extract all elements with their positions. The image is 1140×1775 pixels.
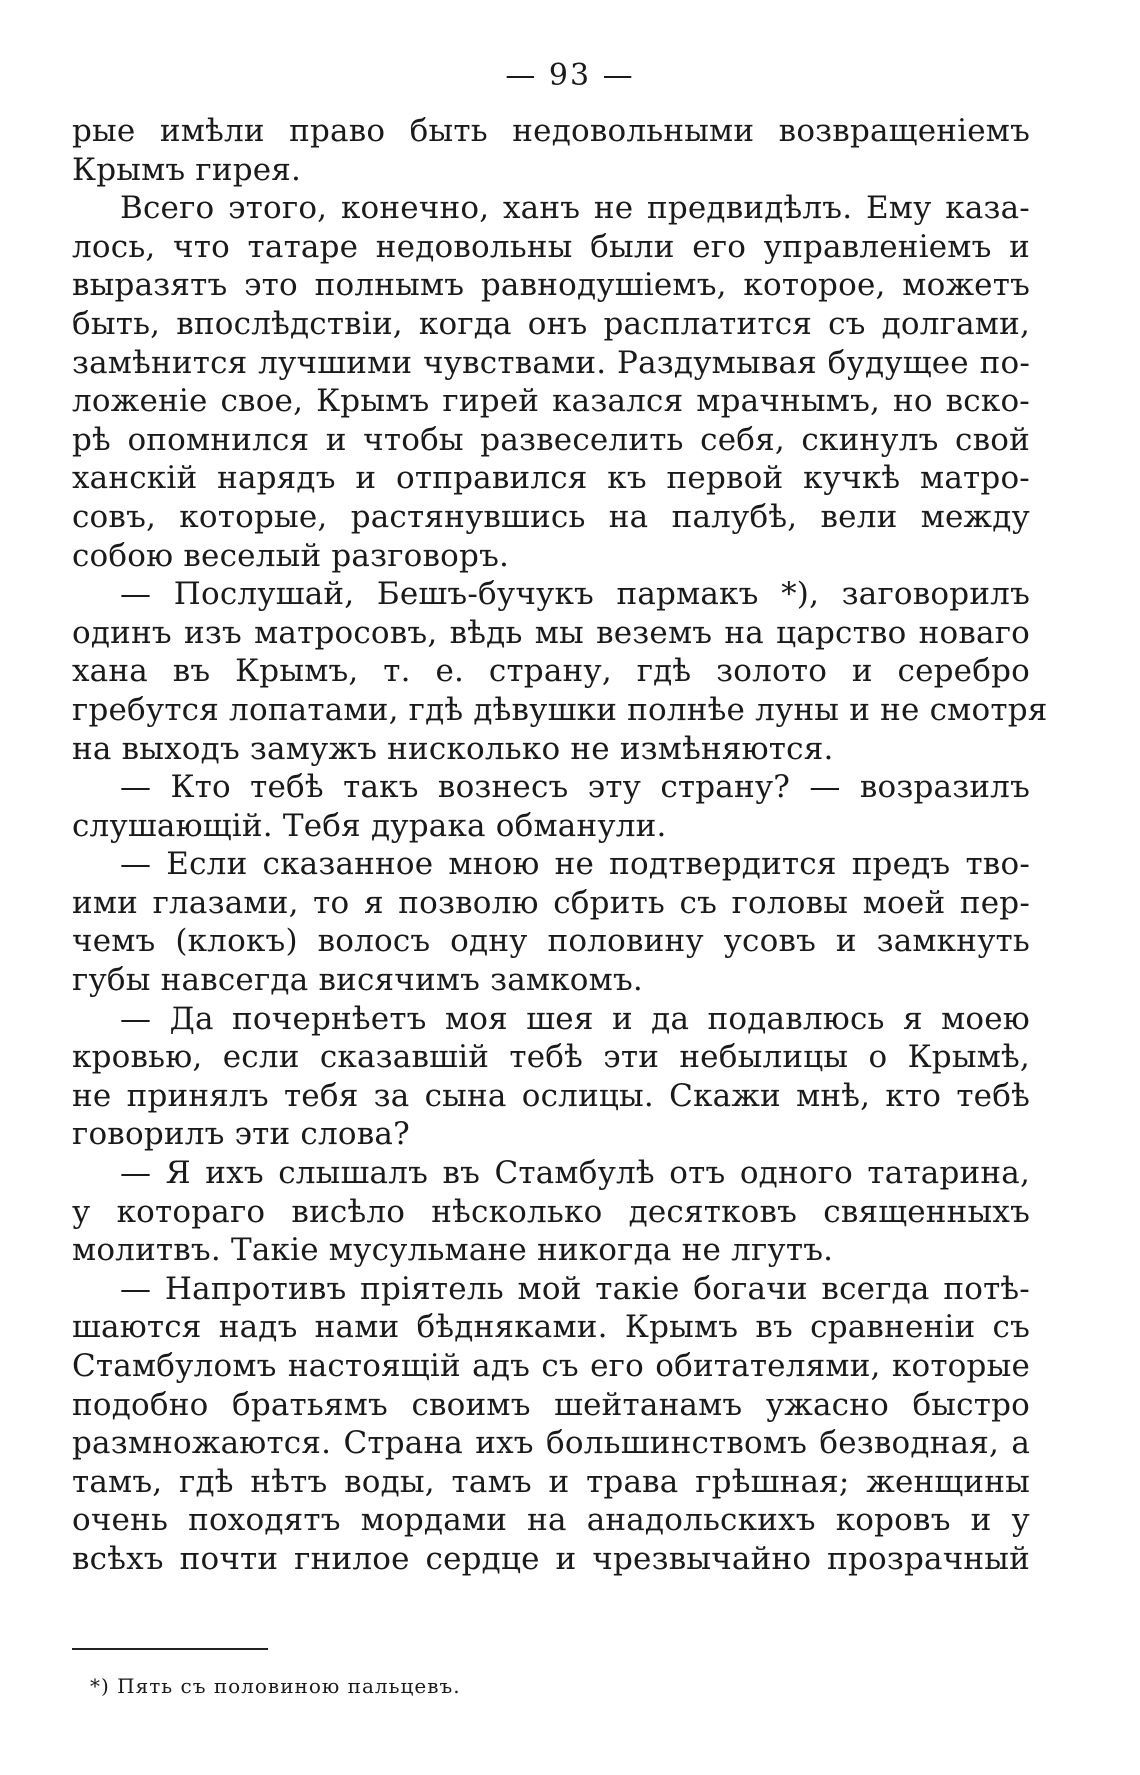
text-line: слушающій. Тебя дурака обманули.: [72, 807, 667, 844]
text-line: говорилъ эти слова?: [72, 1116, 410, 1153]
text-line: у котораго висѣло нѣсколько десятковъ священныхъ: [72, 1193, 1030, 1230]
text-line: — Напротивъ пріятель мой такіе богачи всегда потѣ-: [120, 1270, 1030, 1307]
text-line: ими глазами, то я позволю сбрить съ головы моей пер-: [72, 884, 1030, 921]
text-line: рые имѣли право быть недовольными возвращеніемъ: [72, 113, 1030, 149]
page-number: — 93 —: [505, 58, 635, 93]
text-line: всѣхъ почти гнилое сердце и чрезвычайно прозрачный: [72, 1540, 1030, 1577]
text-line: гребутся лопатами, гдѣ дѣвушки полнѣе луны и не смотря: [72, 691, 1048, 728]
text-line: Всего этого, конечно, ханъ не предвидѣлъ. Ему каза-: [120, 190, 1030, 227]
text-line: подобно братьямъ своимъ шейтанамъ ужасно быстро: [72, 1386, 1030, 1423]
text-line: быть, впослѣдствіи, когда онъ расплатится съ долгами,: [72, 305, 1030, 342]
text-line: не принялъ тебя за сына ослицы. Скажи мнѣ, кто тебѣ: [72, 1077, 1030, 1114]
text-line: — Послушай, Бешъ-бучукъ пармакъ *), заговорилъ: [120, 576, 1030, 613]
body-text: [72, 112, 1048, 1579]
text-line: — Я ихъ слышалъ въ Стамбулѣ отъ одного татарина,: [120, 1155, 1030, 1192]
text-line: рѣ опомнился и чтобы развеселить себя, скинулъ свой: [72, 421, 1030, 458]
text-line: чемъ (клокъ) волосъ одну половину усовъ и замкнуть: [72, 923, 1030, 960]
footnote-divider: [72, 1648, 268, 1650]
text-line: лось, что татаре недовольны были его управленіемъ и: [72, 228, 1030, 265]
text-line: на выходъ замужъ нисколько не измѣняются.: [72, 730, 834, 767]
text-line: выразятъ это полнымъ равнодушіемъ, которое, можетъ: [72, 267, 1030, 304]
footnote: *) Пять съ половиною пальцевъ.: [90, 1674, 461, 1698]
text-line: — Если сказанное мною не подтвердится предъ тво-: [120, 846, 1030, 883]
text-line: размножаются. Страна ихъ большинствомъ безводная, а: [72, 1425, 1030, 1462]
text-line: ханскій нарядъ и отправился къ первой кучкѣ матро-: [72, 460, 1030, 497]
text-line: замѣнится лучшими чувствами. Раздумывая будущее по-: [72, 344, 1030, 381]
text-line: Крымъ гирея.: [72, 151, 302, 188]
text-line: ложеніе свое, Крымъ гирей казался мрачнымъ, но вско-: [72, 383, 1030, 420]
text-line: губы навсегда висячимъ замкомъ.: [72, 962, 643, 999]
text-line: очень походятъ мордами на анадольскихъ коровъ и у: [72, 1502, 1030, 1539]
text-line: шаются надъ нами бѣдняками. Крымъ въ сравненіи съ: [72, 1309, 1030, 1346]
text-line: одинъ изъ матросовъ, вѣдь мы веземъ на царство новаго: [72, 614, 1030, 651]
text-line: хана въ Крымъ, т. е. страну, гдѣ золото и серебро: [72, 653, 1030, 690]
text-line: — Кто тебѣ такъ вознесъ эту страну? — возразилъ: [120, 769, 1030, 806]
text-line: молитвъ. Такіе мусульмане никогда не лгутъ.: [72, 1232, 834, 1269]
text-line: совъ, которые, растянувшись на палубѣ, вели между: [72, 498, 1030, 535]
text-line: — Да почернѣетъ моя шея и да подавлюсь я моею: [120, 1000, 1030, 1037]
text-line: Стамбуломъ настоящій адъ съ его обитателями, которые: [72, 1348, 1030, 1384]
text-line: кровью, если сказавшій тебѣ эти небылицы о Крымѣ,: [72, 1039, 1030, 1076]
text-line: собою веселый разговоръ.: [72, 537, 510, 574]
text-line: тамъ, гдѣ нѣтъ воды, тамъ и трава грѣшная; женщины: [72, 1463, 1030, 1500]
